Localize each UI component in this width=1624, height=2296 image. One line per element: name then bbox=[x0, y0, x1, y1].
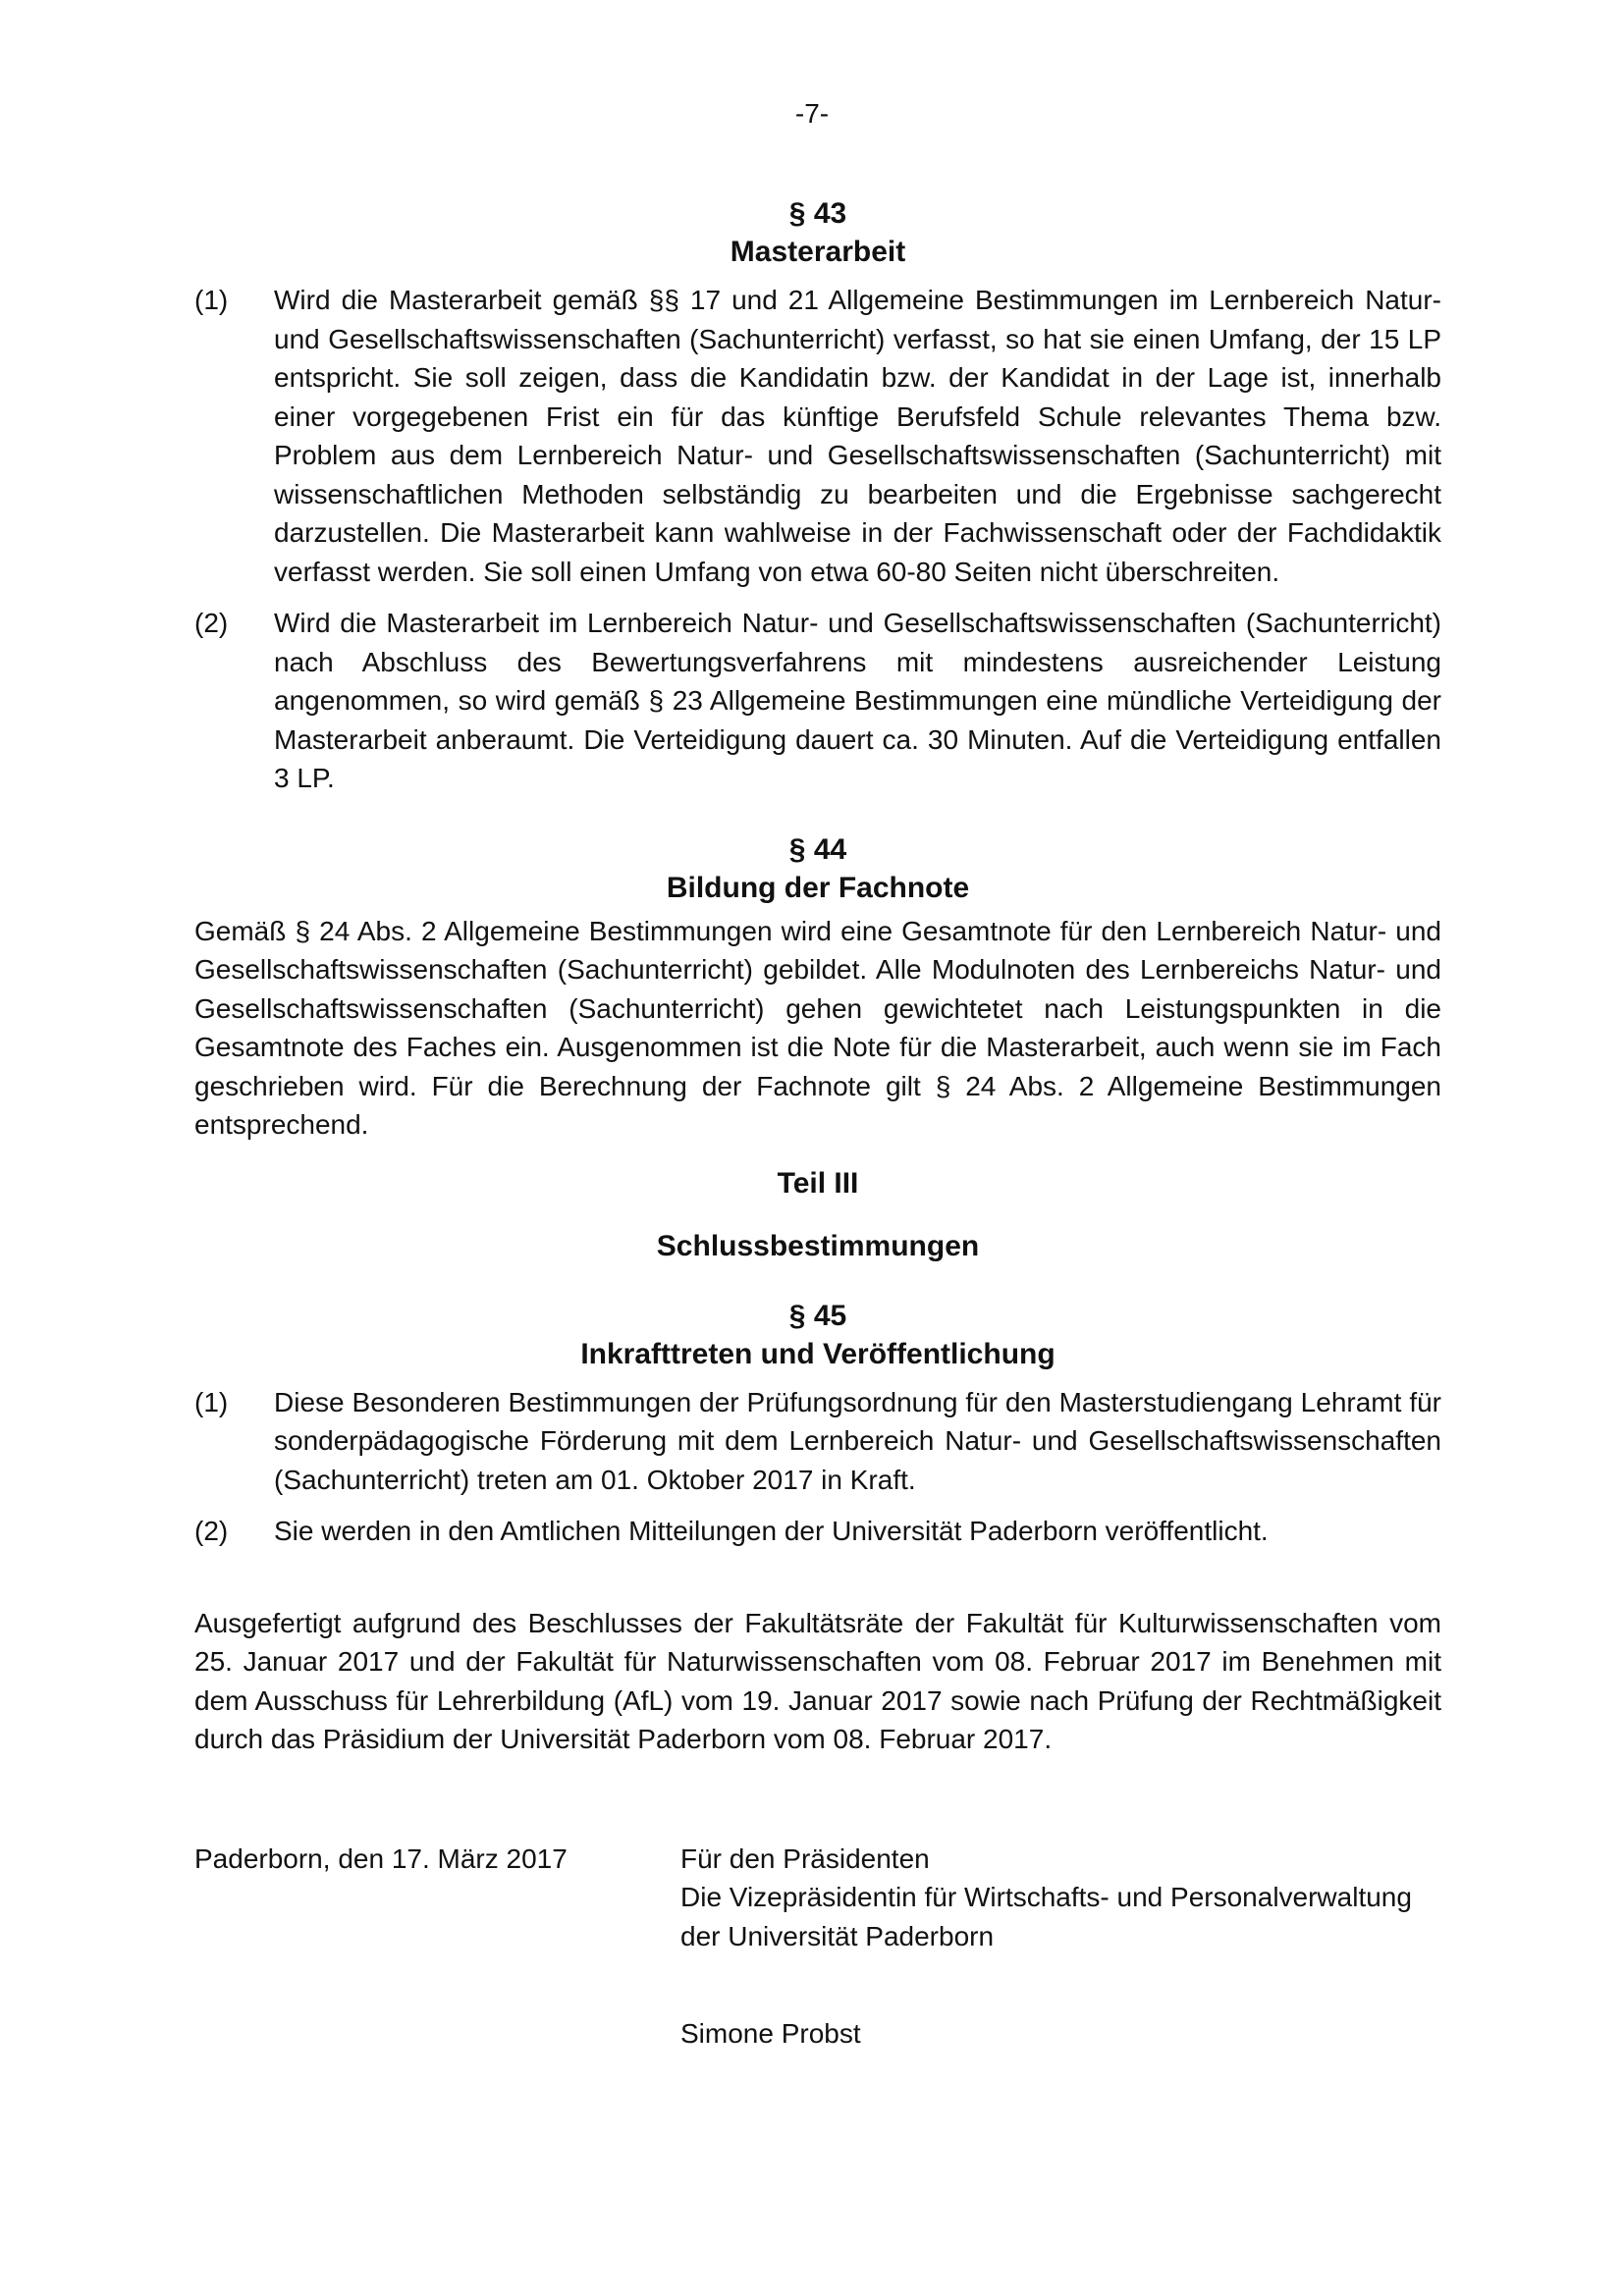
section-43-title: Masterarbeit bbox=[730, 236, 906, 268]
section-45-number: § 45 bbox=[788, 1299, 847, 1332]
section-43-paragraph-1 bbox=[194, 281, 1441, 591]
paragraph-text: Sie werden in den Amtlichen Mitteilungen der Universität Paderborn veröffentlicht. bbox=[274, 1516, 1269, 1546]
section-45-paragraph-1 bbox=[194, 1383, 1441, 1500]
paragraph-number: (2) bbox=[194, 1516, 229, 1546]
signatory bbox=[680, 1840, 1441, 2054]
signatory-name: Simone Probst bbox=[680, 2018, 861, 2049]
section-45-paragraph-2 bbox=[194, 1512, 1441, 1551]
section-44-text: Gemäß § 24 Abs. 2 Allgemeine Bestimmungen wird eine Gesamtnote für den Lernbereich Natur- und Gesellschaftswissenschaften (Sachunterricht) gebildet. Alle Modulnoten des Lernbereichs Natur- und Gesellschaftswissenschaften (Sachunterricht) gehen gewichtetet nach Leistungspunkten in die Gesamtnote des Faches ein. Ausgenommen ist die Note für die Masterarbeit, auch wenn sie im Fach geschrieben wird. Für die Berechnung der Fachnote gilt § 24 Abs. 2 Allgemeine Bestimmungen entsprechend. bbox=[194, 915, 1441, 1140]
part-3-title: Teil III bbox=[777, 1166, 859, 1200]
paragraph-number: (1) bbox=[194, 285, 229, 315]
section-43-number: § 43 bbox=[788, 197, 847, 230]
section-45-title: Inkrafttreten und Veröffentlichung bbox=[580, 1337, 1056, 1370]
place-date: Paderborn, den 17. März 2017 bbox=[194, 1842, 568, 1874]
page-number: -7- bbox=[794, 98, 830, 129]
section-43-paragraph-2 bbox=[194, 604, 1441, 798]
signatory-line-3: der Universität Paderborn bbox=[680, 1920, 995, 1951]
paragraph-text: Diese Besonderen Bestimmungen der Prüfungsordnung für den Masterstudiengang Lehramt für sonderpädagogische Förderung mit dem Lernbereich Natur- und Gesellschaftswissenschaften (Sachunterricht) treten am 01. Oktober 2017 in Kraft. bbox=[274, 1386, 1441, 1495]
paragraph-number: (2) bbox=[194, 608, 229, 638]
paragraph-number: (1) bbox=[194, 1386, 229, 1417]
signatory-line-1: Für den Präsidenten bbox=[680, 1842, 930, 1874]
section-44-title: Bildung der Fachnote bbox=[666, 871, 970, 904]
closing-text: Ausgefertigt aufgrund des Beschlusses der Fakultätsräte der Fakultät für Kulturwissenschaften vom 25. Januar 2017 und der Fakultät für Naturwissenschaften vom 08. Februar 2017 im Benehmen mit dem Ausschuss für Lehrerbildung (AfL) vom 19. Januar 2017 sowie nach Prüfung der Rechtmäßigkeit durch das Präsidium der Universität Paderborn vom 08. Februar 2017. bbox=[194, 1607, 1441, 1754]
paragraph-text: Wird die Masterarbeit im Lernbereich Natur- und Gesellschaftswissenschaften (Sachunterricht) nach Abschluss des Bewertungsverfahrens mit mindestens ausreichender Leistung angenommen, so wird gemäß § 23 Allgemeine Bestimmungen eine mündliche Verteidigung der Masterarbeit anberaumt. Die Verteidigung dauert ca. 30 Minuten. Auf die Verteidigung entfallen 3 LP. bbox=[274, 608, 1441, 793]
part-3-subtitle: Schlussbestimmungen bbox=[656, 1229, 980, 1262]
signatory-line-2: Die Vizepräsidentin für Wirtschafts- und Personalverwaltung bbox=[680, 1882, 1412, 1912]
page-content bbox=[194, 194, 1441, 2054]
paragraph-text: Wird die Masterarbeit gemäß §§ 17 und 21 Allgemeine Bestimmungen im Lernbereich Natur- und Gesellschaftswissenschaften (Sachunterricht) verfasst, so hat sie einen Umfang, der 15 LP entspricht. Sie soll zeigen, dass die Kandidatin bzw. der Kandidat in der Lage ist, innerhalb einer vorgegebenen Frist ein für das künftige Berufsfeld Schule relevantes Thema bzw. Problem aus dem Lernbereich Natur- und Gesellschaftswissenschaften (Sachunterricht) mit wissenschaftlichen Methoden selbständig zu bearbeiten und die Ergebnisse sachgerecht darzustellen. Die Masterarbeit kann wahlweise in der Fachwissenschaft oder der Fachdidaktik verfasst werden. Sie soll einen Umfang von etwa 60-80 Seiten nicht überschreiten. bbox=[274, 285, 1441, 587]
section-44-number: § 44 bbox=[788, 832, 847, 866]
signature-block bbox=[194, 1840, 1441, 2054]
